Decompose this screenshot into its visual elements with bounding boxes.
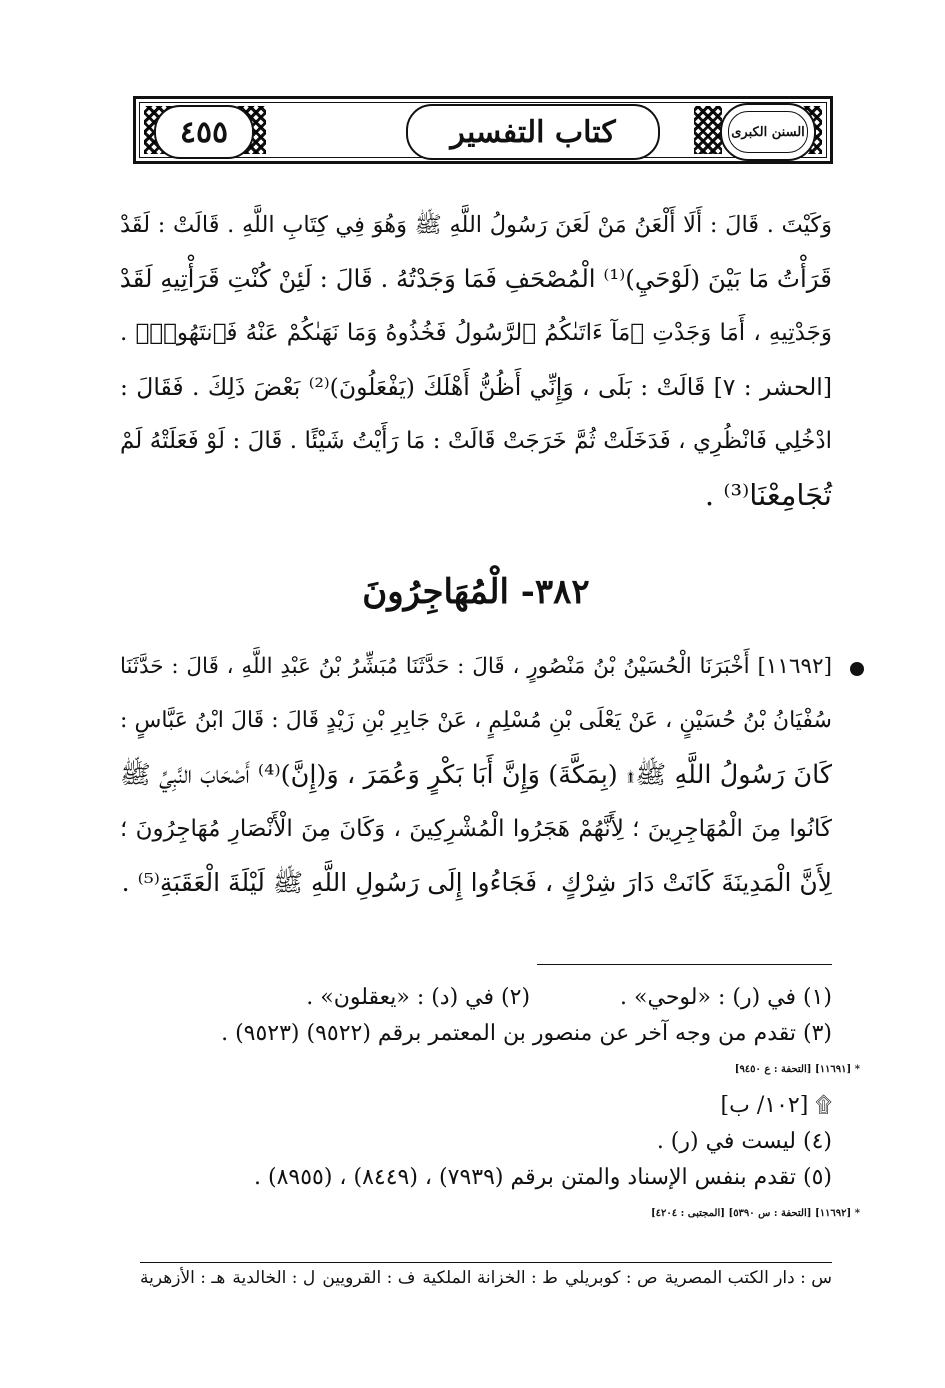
text-line: [الحشر : ٧] قَالَتْ : بَلَى ، وَإِنِّي أَظُنُّ أَهْلَكَ (يَفْعَلُونَ)⁽²⁾ بَعْضَ ذَلِكَ . فَقَالَ : — [120, 373, 832, 401]
siglum: ف : القرويين — [322, 1268, 416, 1288]
siglum: س : دار الكتب المصرية — [664, 1268, 832, 1288]
page-header — [133, 96, 833, 164]
sigla-divider — [140, 1262, 832, 1263]
manuscript-note: ۩ [١٠٢/ ب] — [720, 1093, 832, 1118]
text-line: وَكَيْتَ . قَالَ : أَلَا أَلْعَنُ مَنْ لَعَنَ رَسُولُ اللَّهِ ﷺ وَهُوَ فِي كِتَابِ اللَّهِ . قَالَتْ : لَقَدْ — [120, 212, 832, 238]
page-number: ٤٥٥ — [179, 114, 229, 150]
footnote-1: (١) في (ر) : «لوحي» . — [620, 985, 832, 1010]
manuscript-sigla — [140, 1268, 832, 1288]
text-line: لِأَنَّ الْمَدِينَةَ كَانَتْ دَارَ شِرْكٍ ، فَجَاءُوا إِلَى رَسُولِ اللَّهِ ﷺ لَيْلَةَ الْعَقَبَةِ⁽⁵⁾ . — [121, 868, 832, 897]
text-line: ادْخُلِي فَانْظُرِي ، فَدَخَلَتْ ثُمَّ خَرَجَتْ قَالَتْ : مَا رَأَيْتُ شَيْئًا . قَالَ : لَوْ فَعَلَتْهُ لَمْ — [120, 428, 832, 454]
footnote-2: (٢) في (د) : «يعقلون» . — [306, 985, 531, 1010]
siglum: هـ : الأزهرية — [140, 1268, 226, 1288]
seal-text: السنن الكبرى — [728, 111, 808, 153]
footnotes — [120, 980, 860, 1232]
text-line: كَانَ رَسُولُ اللَّهِ ﷺ۩ (بِمَكَّةَ) وَإِنَّ أَبَا بَكْرٍ وَعُمَرَ ، وَ(إِنَّ)⁽⁴⁾ أَصْحَابَ النَّبِيِّ ﷺ — [120, 760, 832, 790]
bullet-icon — [850, 662, 864, 676]
reference-1: * [١١٦٩١] [التحفة : ع ٩٤٥٠] — [734, 1064, 860, 1075]
ornament-icon — [694, 106, 722, 154]
text-line: تُجَامِعْنَا⁽³⁾ . — [704, 478, 832, 512]
page-number-cartouche — [154, 105, 254, 159]
book-title-cartouche — [406, 104, 660, 160]
text-line: [١١٦٩٢] أَخْبَرَنَا الْحُسَيْنُ بْنُ مَنْصُورٍ ، قَالَ : حَدَّثَنَا مُبَشِّرُ بْنُ عَبْدِ اللَّهِ ، قَالَ : حَدَّثَنَا — [120, 654, 832, 679]
book-title: كتاب التفسير — [450, 114, 616, 150]
text-line: وَجَدْتِيهِ ، أَمَا وَجَدْتِ ﴿مَآ ءَاتَىٰكُمُ ٱلرَّسُولُ فَخُذُوهُ وَمَا نَهَىٰكُمْ عَنْهُ فَٱنتَهُوا۟﴾ . — [120, 320, 832, 346]
text-line: سُفْيَانُ بْنُ حُسَيْنٍ ، عَنْ يَعْلَى بْنِ مُسْلِمٍ ، عَنْ جَابِرِ بْنِ زَيْدٍ قَالَ : قَالَ ابْنُ عَبَّاسٍ : — [120, 708, 832, 733]
text-line: قَرَأْتُ مَا بَيْنَ (لَوْحَيِ)⁽¹⁾ الْمُصْحَفِ فَمَا وَجَدْتُهُ . قَالَ : لَئِنْ كُنْتِ قَرَأْتِيهِ لَقَدْ — [119, 264, 832, 293]
footnote-4: (٤) ليست في (ر) . — [656, 1129, 832, 1154]
footnote-3: (٣) تقدم من وجه آخر عن منصور بن المعتمر برقم (٩٥٢٢) (٩٥٢٣) . — [221, 1021, 832, 1046]
footnote-divider — [537, 964, 832, 965]
footnote-row — [120, 980, 832, 1016]
hadith-block — [120, 640, 832, 910]
footnote-5: (٥) تقدم بنفس الإسناد والمتن برقم (٧٩٣٩) ، (٨٤٤٩) ، (٨٩٥٥) . — [253, 1165, 832, 1190]
chapter-heading: ٣٨٢- الْمُهَاجِرُونَ — [362, 572, 590, 612]
text-line: كَانُوا مِنَ الْمُهَاجِرِينَ ؛ لِأَنَّهُمْ هَجَرُوا الْمُشْرِكِينَ ، وَكَانَ مِنَ الْأَنْصَارِ مُهَاجِرُونَ ؛ — [120, 816, 832, 842]
siglum: ط : الخزانة الملكية — [422, 1268, 558, 1288]
reference-2: * [١١٦٩٢] [التحفة : س ٥٣٩٠] [المجتبى : ٤٢٠٤] — [650, 1208, 860, 1219]
publisher-seal — [720, 103, 816, 161]
siglum: ص : كوبريلي — [564, 1268, 658, 1288]
siglum: ل : الخالدية — [232, 1268, 316, 1288]
main-text — [120, 198, 832, 522]
